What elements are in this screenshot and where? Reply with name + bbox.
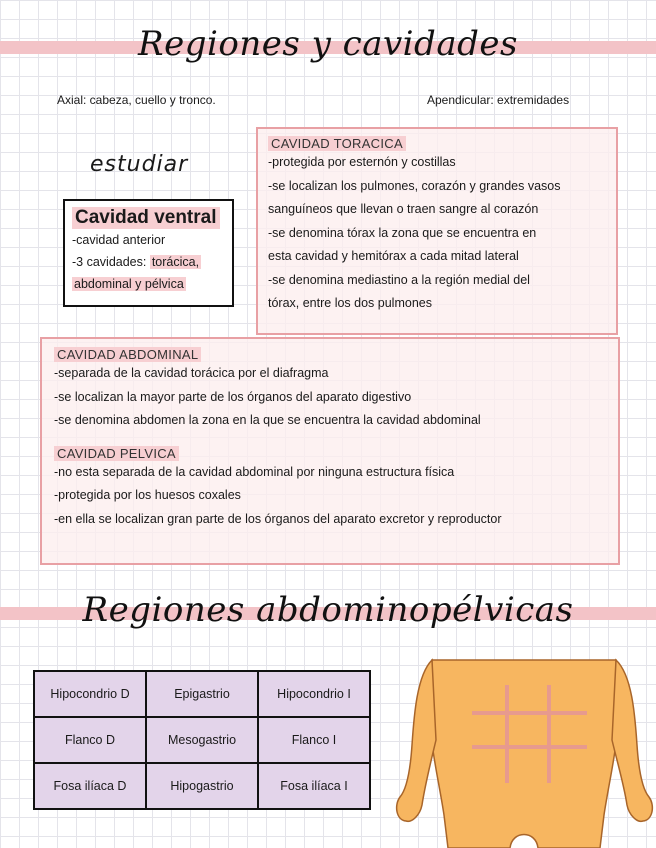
region-cell: Fosa ilíaca I	[258, 763, 370, 809]
region-cell: Flanco D	[34, 717, 146, 763]
thoracic-line: tórax, entre los dos pulmones	[268, 296, 432, 310]
pelvic-line: -no esta separada de la cavidad abdominal por ninguna estructura física	[54, 464, 455, 479]
study-note: estudiar	[90, 152, 189, 177]
ventral-line-1: -cavidad anterior	[72, 233, 166, 247]
thoracic-cavity-box	[256, 127, 618, 335]
pelvic-lines	[54, 461, 618, 532]
abdominal-line: -se localizan la mayor parte de los órganos del aparato digestivo	[54, 389, 412, 404]
region-cell: Hipocondrio D	[34, 671, 146, 717]
ventral-cavity-box	[63, 199, 234, 307]
regions-row	[34, 671, 370, 717]
region-cell: Hipocondrio I	[258, 671, 370, 717]
region-cell: Hipogastrio	[146, 763, 258, 809]
region-cell: Fosa ilíaca D	[34, 763, 146, 809]
page-title: Regiones y cavidades	[138, 24, 518, 64]
pelvic-line: -protegida por los huesos coxales	[54, 488, 241, 502]
ventral-line-3	[72, 273, 225, 295]
abdomen-figure-illustration	[392, 655, 656, 848]
abdominal-lines	[54, 362, 618, 433]
regions-table	[33, 670, 371, 810]
apendicular-text: Apendicular: extremidades	[427, 93, 570, 107]
abdominal-pelvic-box	[40, 337, 620, 565]
region-cell: Mesogastrio	[146, 717, 258, 763]
ventral-line-2	[72, 251, 225, 273]
regions-row	[34, 717, 370, 763]
thoracic-line: -se localizan los pulmones, corazón y grandes vasos	[268, 178, 561, 193]
thoracic-line: -protegida por esternón y costillas	[268, 155, 456, 169]
region-cell: Flanco I	[258, 717, 370, 763]
ventral-line-2a: -3 cavidades:	[72, 255, 150, 269]
region-cell: Epigastrio	[146, 671, 258, 717]
ventral-title: Cavidad ventral	[72, 207, 220, 229]
thoracic-line: sanguíneos que llevan o traen sangre al corazón	[268, 202, 539, 216]
thoracic-title: CAVIDAD TORACICA	[268, 136, 406, 151]
axial-text: Axial: cabeza, cuello y tronco.	[57, 93, 216, 107]
ventral-line-3-text: abdominal y pélvica	[74, 277, 184, 291]
ventral-line-2b: torácica,	[151, 255, 200, 269]
abdominal-title: CAVIDAD ABDOMINAL	[54, 347, 201, 362]
pelvic-title: CAVIDAD PELVICA	[54, 446, 179, 461]
abdominal-line: -separada de la cavidad torácica por el diafragma	[54, 366, 329, 380]
thoracic-line: -se denomina tórax la zona que se encuentra en	[268, 225, 537, 240]
thoracic-line: esta cavidad y hemitórax a cada mitad lateral	[268, 249, 519, 263]
section-title-regions: Regiones abdominopélvicas	[82, 590, 574, 630]
pelvic-line: -en ella se localizan gran parte de los órganos del aparato excretor y reproductor	[54, 511, 502, 526]
regions-row	[34, 763, 370, 809]
abdominal-line: -se denomina abdomen la zona en la que se encuentra la cavidad abdominal	[54, 413, 481, 427]
thoracic-lines	[268, 151, 616, 316]
thoracic-line: -se denomina mediastino a la región medial del	[268, 272, 530, 287]
